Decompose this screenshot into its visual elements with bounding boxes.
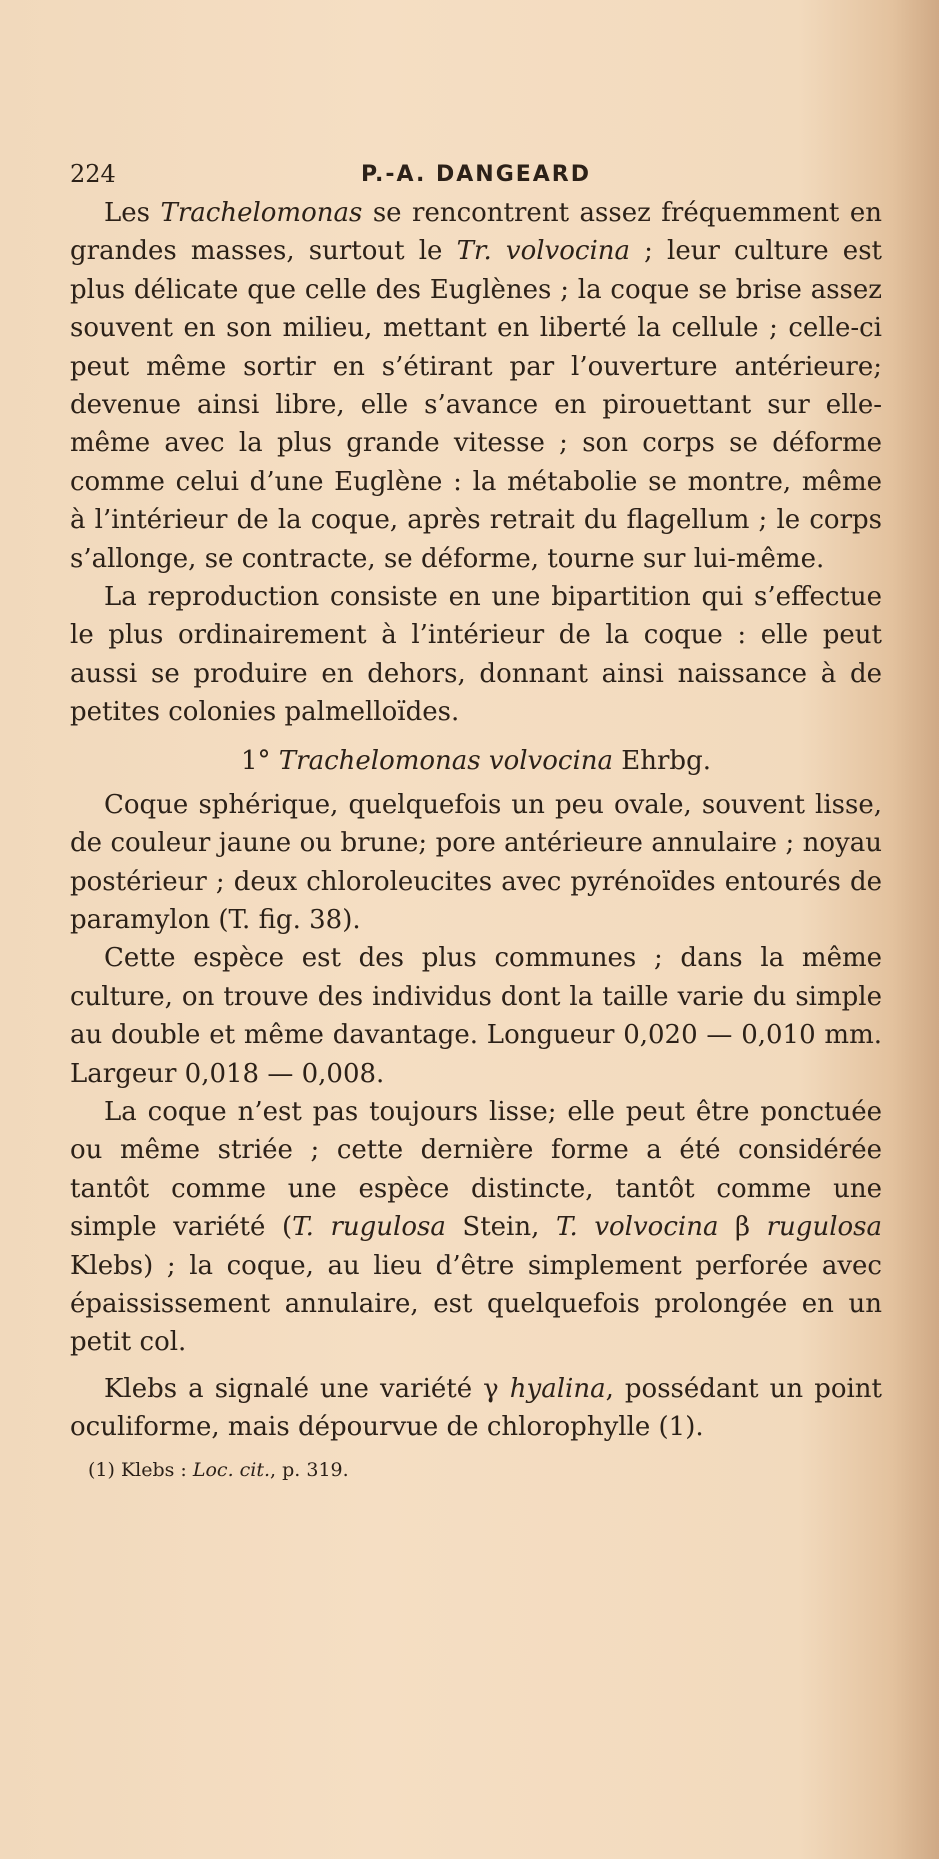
italic-text: T. rugulosa: [292, 1212, 446, 1243]
running-head: P.-A. DANGEARD: [360, 162, 592, 187]
text-run: La coque n’est pas toujours lisse; elle peut être ponctuée ou même striée ; cette dernière forme a été considérée tantôt comme une espèce distincte, tantôt comme une simple variété (: [70, 1096, 882, 1243]
text-run: , possédant un point oculiforme, mais dépourvue de chlorophylle (1).: [70, 1373, 883, 1443]
italic-text: Trachelomonas: [160, 198, 363, 228]
paragraph-1: [70, 194, 882, 578]
page-content: [70, 160, 882, 1485]
text-run: Stein,: [445, 1212, 556, 1243]
text-run: , p. 319.: [270, 1458, 349, 1481]
italic-text: rugulosa: [766, 1212, 882, 1243]
italic-text: Loc. cit.: [192, 1458, 271, 1481]
paragraph-4: Cette espèce est des plus communes ; dans la même culture, on trouve des individus dont la taille varie du simple au double et même davantage. Longueur 0,020 — 0,010 mm. Largeur 0,018 — 0,008.: [70, 943, 882, 1089]
spacer: [70, 1362, 882, 1370]
page-number: 224: [70, 160, 116, 188]
paragraph-3: Coque sphérique, quelquefois un peu ovale, souvent lisse, de couleur jaune ou brune; pore antérieure annulaire ; noyau postérieur ; deux chloroleucites avec pyrénoïdes entourés de paramylon (T. fig. 38).: [70, 789, 882, 935]
text-run: Les: [104, 198, 161, 228]
text-run: (1) Klebs :: [88, 1458, 193, 1481]
italic-text: Tr. volvocina: [456, 236, 631, 267]
text-run: se rencontrent assez fréquemment en grandes masses, surtout le: [70, 198, 882, 267]
footnote: [70, 1455, 882, 1485]
species-name: Trachelomonas volvocina: [278, 745, 614, 776]
paragraph-2: La reproduction consiste en une bipartition qui s’effectue le plus ordinairement à l’intérieur de la coque : elle peut aussi se produire en dehors, donnant ainsi naissance à de petites colonies palmelloïdes.: [70, 582, 882, 728]
text-run: Klebs) ; la coque, au lieu d’être simplement perforée avec épaississement annulaire, est quelquefois prolongée en un petit col.: [70, 1250, 882, 1358]
italic-text: T. volvocina: [555, 1212, 719, 1243]
species-author: Ehrbg.: [613, 745, 711, 776]
text-run: Klebs a signalé une variété γ: [104, 1373, 510, 1404]
section-heading: [70, 742, 882, 780]
text-run: ; leur culture est plus délicate que celle des Euglènes ; la coque se brise assez souvent en son milieu, mettant en liberté la cellule ; celle-ci peut même sortir en s’étirant par l’ouverture antérieure; devenue ainsi libre, elle s’avance en pirouettant sur elle-même avec la plus grande vitesse ; son corps se déforme comme celui d’une Euglène : la métabolie se montre, même à l’intérieur de la coque, après retrait du flagellum ; le corps s’allonge, se contracte, se déforme, tourne sur lui-même.: [70, 236, 882, 574]
paragraph-5: [70, 1093, 882, 1362]
paragraph-6: [70, 1370, 882, 1447]
text-run: β: [718, 1212, 767, 1243]
page-header: [70, 160, 882, 194]
italic-text: hyalina: [509, 1373, 606, 1404]
section-number: 1°: [240, 745, 279, 776]
